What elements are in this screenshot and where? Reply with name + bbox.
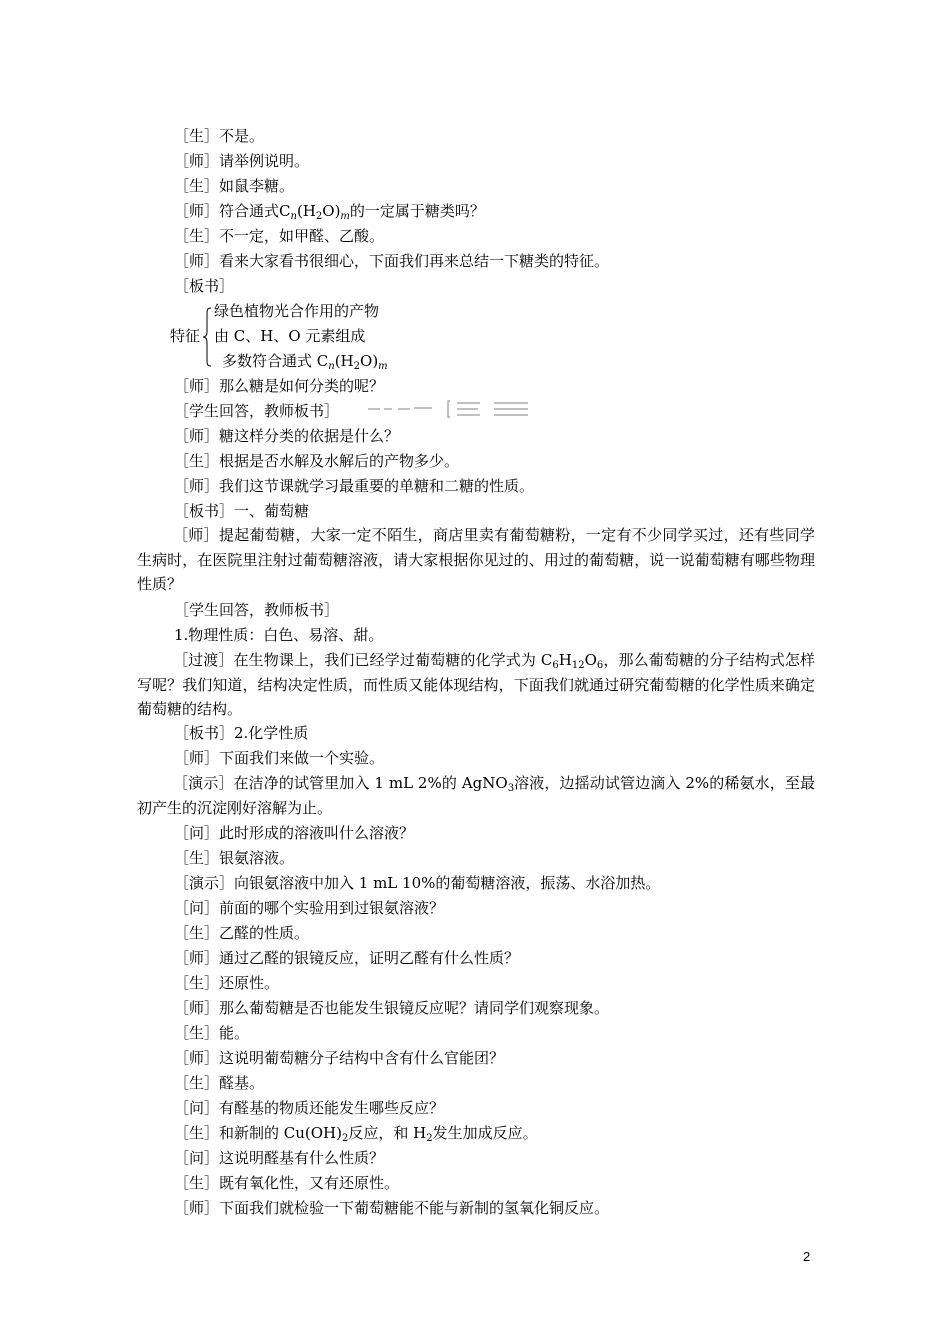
dialogue-line: ［师］那么糖是如何分类的呢？ [174,377,385,395]
page-number: 2 [803,1249,811,1264]
board-item: 绿色植物光合作用的产物 [214,302,380,320]
paragraph-glucose-formula: ［过渡］在生物课上，我们已经学过葡萄糖的化学式为 $C_6H_{12}O_6$，那么葡萄糖的分子结构式怎样写呢？我们知道，结构决定性质，而性质又能体现结构，下面我们就通过研究葡萄糖的化学性质来确定葡萄糖的结构。 [137,651,815,719]
dialogue-line: ［师］通过乙醛的银镜反应，证明乙醛有什么性质？ [174,949,520,967]
dialogue-line: 1.物理性质：白色、易溶、甜。 [174,626,384,644]
dialogue-line: ［演示］向银氨溶液中加入 1 mL 10%的葡萄糖溶液，振荡、水浴加热。 [174,874,661,892]
dialogue-line: ［师］我们这节课就学习最重要的单糖和二糖的性质。 [174,477,535,495]
dialogue-line: ［生］根据是否水解及水解后的产物多少。 [174,452,460,470]
dialogue-line: ［板书］2.化学性质 [174,724,309,742]
paragraph: ［师］提起葡萄糖，大家一定不陌生，商店里卖有葡萄糖粉，一定有不少同学买过，还有些同学生病时，在医院里注射过葡萄糖溶液，请大家根据你见过的、用过的葡萄糖，说一说葡萄糖有哪些物理性质？ [137,526,815,594]
dialogue-line-reagents: ［生］和新制的 $Cu(OH)_2$反应，和 $H_2$发生加成反应。 [174,1124,538,1144]
board-item-formula: 多数符合通式 $C_n(H_2O)_m$ [222,352,388,372]
dialogue-line: ［生］不一定，如甲醛、乙酸。 [174,227,385,245]
dialogue-line: ［师］那么葡萄糖是否也能发生银镜反应呢？请同学们观察现象。 [174,999,610,1017]
dialogue-line: ［问］此时形成的溶液叫什么溶液？ [174,824,415,842]
classification-diagram-image [362,399,532,419]
dialogue-line: ［生］醛基。 [174,1074,265,1092]
dialogue-line: ［板书］ [174,277,235,295]
dialogue-line: ［生］乙醛的性质。 [174,924,310,942]
dialogue-line: ［师］这说明葡萄糖分子结构中含有什么官能团？ [174,1049,505,1067]
dialogue-line: ［生］银氨溶液。 [174,849,295,867]
board-label: 特征 [170,327,201,345]
dialogue-line: ［学生回答，教师板书］ [174,402,340,420]
brace-icon [202,307,212,367]
dialogue-line: ［师］下面我们就检验一下葡萄糖能不能与新制的氢氧化铜反应。 [174,1199,610,1217]
dialogue-line: ［师］糖这样分类的依据是什么？ [174,427,400,445]
dialogue-line: ［生］既有氧化性，又有还原性。 [174,1174,400,1192]
dialogue-line-formula: ［师］符合通式$C_n(H_2O)_m$的一定属于糖类吗？ [174,202,485,222]
dialogue-line: ［问］有醛基的物质还能发生哪些反应？ [174,1099,445,1117]
dialogue-line: ［生］能。 [174,1024,250,1042]
dialogue-line: ［生］还原性。 [174,974,280,992]
dialogue-line: ［学生回答，教师板书］ [174,601,340,619]
board-item: 由 C、H、O 元素组成 [214,327,366,345]
dialogue-line: ［师］下面我们来做一个实验。 [174,749,385,767]
dialogue-line: ［师］请举例说明。 [174,152,310,170]
dialogue-line: ［板书］一、葡萄糖 [174,502,310,520]
dialogue-line: ［生］不是。 [174,127,265,145]
dialogue-line: ［问］前面的哪个实验用到过银氨溶液？ [174,899,445,917]
dialogue-line: ［生］如鼠李糖。 [174,177,295,195]
dialogue-line: ［问］这说明醛基有什么性质？ [174,1149,385,1167]
paragraph-demo: ［演示］在洁净的试管里加入 1 mL 2%的 AgNO$_3$溶液，边摇动试管边滴入 2%的稀氨水，至最初产生的沉淀刚好溶解为止。 [137,774,815,817]
dialogue-line: ［师］看来大家看书很细心，下面我们再来总结一下糖类的特征。 [174,252,610,270]
